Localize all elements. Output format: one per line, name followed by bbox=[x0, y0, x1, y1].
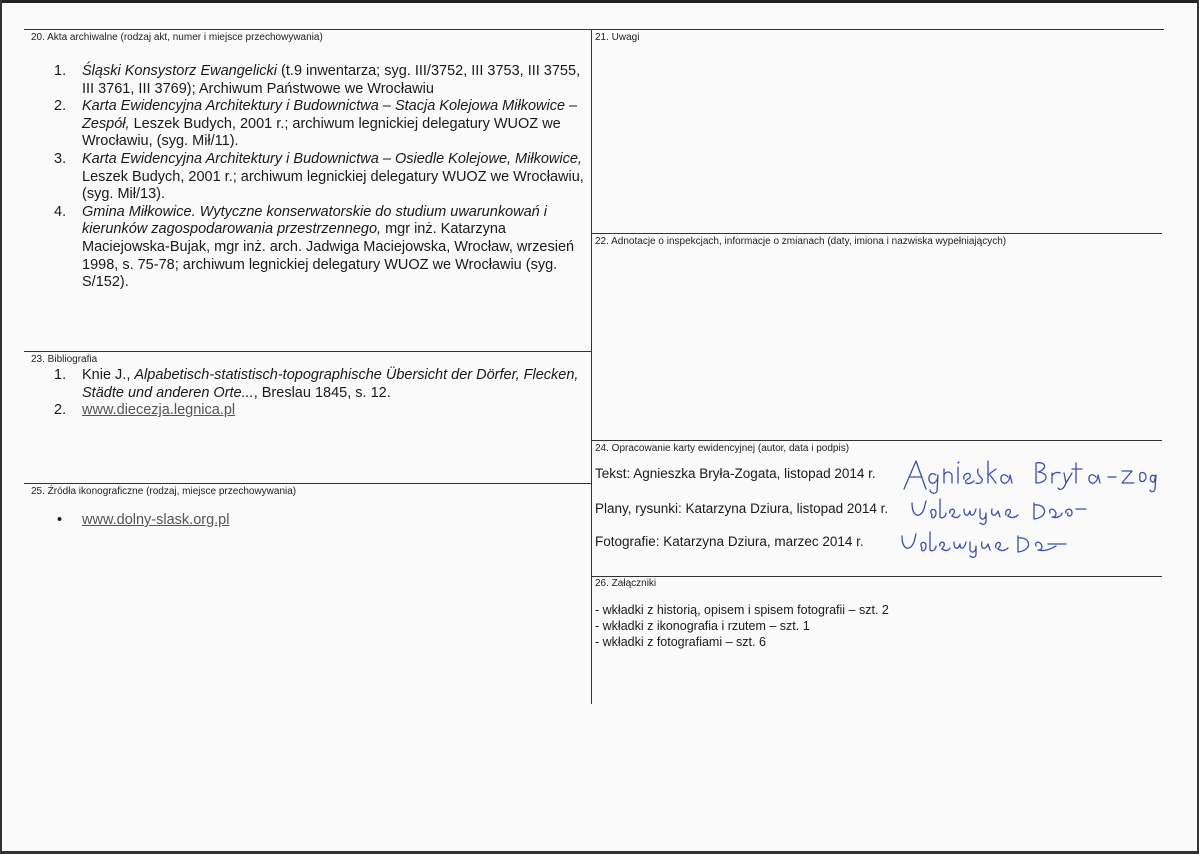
section-24-header: 24. Opracowanie karty ewidencyjnej (autor, data i podpis) bbox=[595, 443, 850, 454]
signature-dziura-photos bbox=[900, 528, 1080, 558]
item-title: Alpabetisch-statistisch-topographische Übersicht der Dörfer, Flecken, Städte und anderen Orte... bbox=[82, 367, 579, 401]
signature-bryla-zogata bbox=[900, 455, 1162, 495]
section-23-list bbox=[54, 367, 589, 420]
section-25-list bbox=[54, 512, 589, 528]
diecezja-link[interactable]: www.diecezja.legnica.pl bbox=[82, 402, 236, 419]
center-divider bbox=[591, 29, 592, 704]
iconography-item bbox=[54, 512, 589, 528]
attachment-item: - wkładki z historią, opisem i spisem fotografii – szt. 2 bbox=[595, 603, 889, 617]
rule-25 bbox=[24, 483, 591, 484]
item-title: Śląski Konsystorz Ewangelicki bbox=[82, 63, 278, 79]
scan-border-top bbox=[0, 0, 1199, 3]
item-number: 2. bbox=[54, 402, 67, 419]
section-25-header: 25. Źródła ikonograficzne (rodzaj, miejsce przechowywania) bbox=[31, 486, 297, 497]
archive-item bbox=[54, 63, 589, 98]
signature-dziura-plans bbox=[910, 495, 1090, 525]
section-22-header: 22. Adnotacje o inspekcjach, informacje o zmianach (daty, imiona i nazwiska wypełniających) bbox=[595, 236, 1007, 247]
section-20-list bbox=[54, 63, 589, 292]
attachment-item: - wkładki z fotografiami – szt. 6 bbox=[595, 635, 766, 649]
item-number: 2. bbox=[54, 98, 67, 115]
rule-24 bbox=[591, 440, 1162, 441]
item-number: 4. bbox=[54, 203, 67, 220]
item-title: Gmina Miłkowice. Wytyczne konserwatorskie do studium uwarunkowań i kierunków zagospodarowania przestrzennego, bbox=[82, 203, 547, 238]
top-rule bbox=[24, 29, 1164, 30]
item-title: Karta Ewidencyjna Architektury i Budownictwa – Stacja Kolejowa Miłkowice – Zespół, bbox=[82, 98, 578, 132]
bullet-icon: • bbox=[57, 512, 63, 528]
rule-23 bbox=[24, 351, 591, 352]
item-author: Knie J., bbox=[82, 367, 135, 383]
attachment-item: - wkładki z ikonografia i rzutem – szt. 1 bbox=[595, 619, 810, 633]
item-number: 1. bbox=[54, 367, 67, 383]
archive-item bbox=[54, 151, 589, 204]
section-21-header: 21. Uwagi bbox=[595, 32, 640, 43]
text-author-line: Tekst: Agnieszka Bryła-Zogata, listopad 2014 r. bbox=[595, 466, 876, 481]
archive-item bbox=[54, 204, 589, 292]
item-details: (t.9 inwentarza; syg. III/3752, III 3753, III 3755, III 3761, III 3769); Archiwum Państwowe we Wrocławiu bbox=[82, 63, 581, 97]
item-details: , Breslau 1845, s. 12. bbox=[253, 384, 391, 401]
item-title: Karta Ewidencyjna Architektury i Budownictwa – Osiedle Kolejowe, Miłkowice, bbox=[82, 150, 582, 167]
rule-26 bbox=[591, 576, 1162, 577]
item-details: mgr inż. Katarzyna Maciejowska-Bujak, mgr inż. arch. Jadwiga Maciejowska, Wrocław, wrzesień 1998, s. 75-78; archiwum legnickiej delegatury WUOZ we Wrocławiu (syg. S/152). bbox=[82, 221, 575, 291]
item-number: 3. bbox=[54, 150, 67, 167]
section-26-header: 26. Załączniki bbox=[595, 578, 657, 589]
photos-author-line: Fotografie: Katarzyna Dziura, marzec 2014 r. bbox=[595, 534, 864, 549]
scan-border-left bbox=[0, 0, 2, 854]
archive-item bbox=[54, 98, 589, 151]
rule-22 bbox=[591, 233, 1162, 234]
plans-author-line: Plany, rysunki: Katarzyna Dziura, listopad 2014 r. bbox=[595, 501, 889, 516]
item-details: Leszek Budych, 2001 r.; archiwum legnickiej delegatury WUOZ we Wrocławiu, (syg. Mił/11). bbox=[82, 115, 561, 150]
item-number: 1. bbox=[54, 63, 67, 79]
bibliography-item bbox=[54, 402, 589, 420]
item-details: Leszek Budych, 2001 r.; archiwum legnickiej delegatury WUOZ we Wrocławiu, (syg. Mił/13). bbox=[82, 168, 584, 203]
section-23-header: 23. Bibliografia bbox=[31, 354, 98, 365]
section-20-header: 20. Akta archiwalne (rodzaj akt, numer i miejsce przechowywania) bbox=[31, 32, 323, 43]
dolny-slask-link[interactable]: www.dolny-slask.org.pl bbox=[82, 512, 230, 528]
bibliography-item bbox=[54, 367, 589, 402]
